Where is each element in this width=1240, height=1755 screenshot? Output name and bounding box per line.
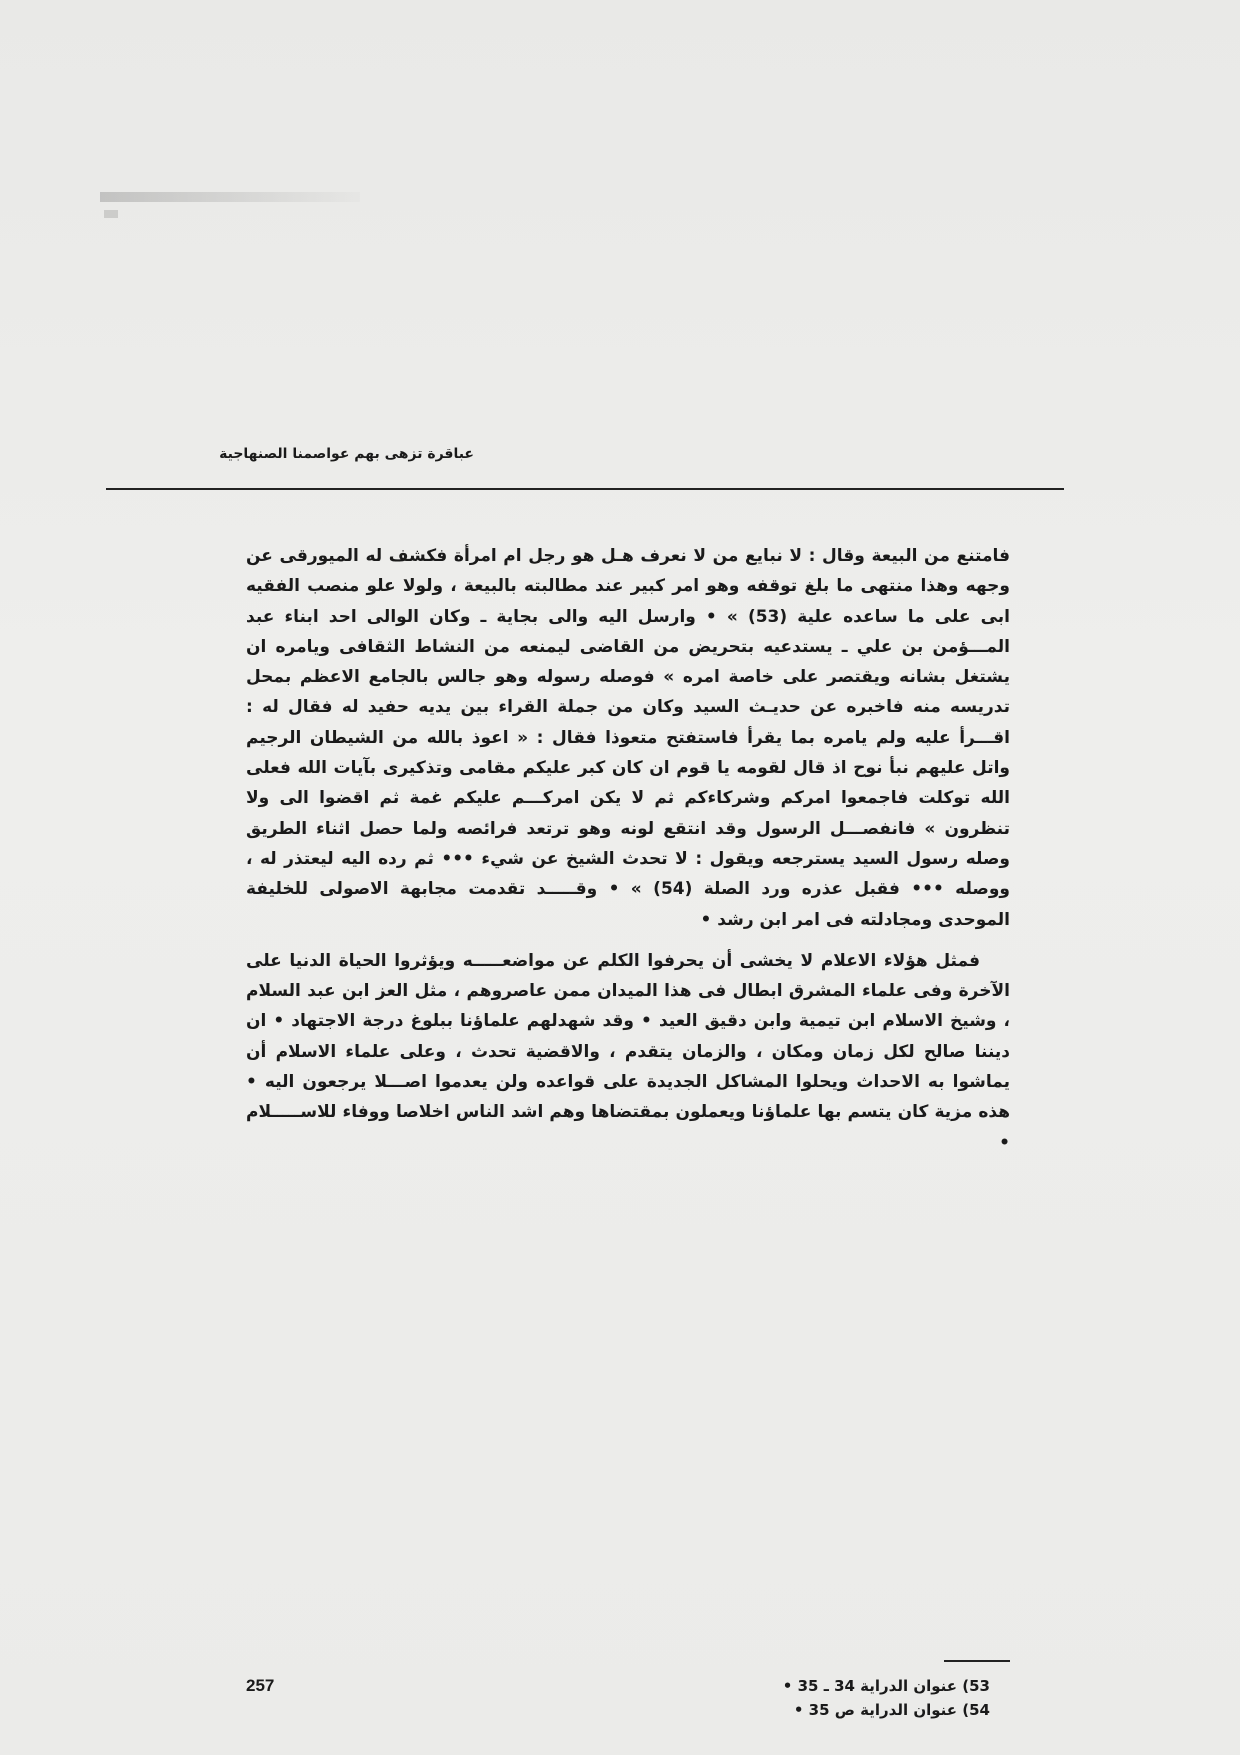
scan-artifact-small: [104, 210, 118, 218]
main-text-block: [246, 541, 1010, 1158]
running-header-title: عباقرة تزهى بهم عواصمنا الصنهاجية: [219, 446, 474, 462]
header-rule: [106, 488, 1064, 490]
scan-artifact: [100, 192, 360, 202]
footnote-rule: [944, 1660, 1010, 1662]
footnote-54: 54) عنوان الدراية ص 35 •: [793, 1701, 990, 1719]
paragraph-2: فمثل هؤلاء الاعلام لا يخشى أن يحرفوا الكلم عن مواضعـــــه ويؤثروا الحياة الدنيا على الآخرة وفى علماء المشرق ابطال فى هذا الميدان ممن عاصروهم ، مثل العز ابن عبد السلام ، وشيخ الاسلام ابن تيمية وابن دقيق العيد • وقد شهدلهم علماؤنا ببلوغ درجة الاجتهاد • ان ديننا صالح لكل زمان ومكان ، والزمان يتقدم ، والاقضية تحدث ، وعلى علماء الاسلام أن يماشوا به الاحداث ويحلوا المشاكل الجديدة على قواعده ولن يعدموا اصـــلا يرجعون اليه • هذه مزية كان يتسم بها علماؤنا ويعملون بمقتضاها وهم اشد الناس اخلاصا ووفاء للاســـــلام •: [246, 950, 1010, 1153]
paragraph-1: فامتنع من البيعة وقال : لا نبايع من لا نعرف هـل هو رجل ام امرأة فكشف له الميورقى عن وجهه وهذا منتهى ما بلغ توقفه وهو امر كبير عند مطالبته بالبيعة ، ولولا علو منصب الفقيه ابى على ما ساعده علية (53) » • وارسل اليه والى بجاية ـ وكان الوالى احد ابناء عبد المـــؤمن بن علي ـ يستدعيه بتحريض من القاضى ليمنعه من النشاط الثقافى ويامره ان يشتغل بشانه ويقتصر على خاصة امره » فوصله رسوله وهو جالس بالجامع الاعظم بمحل تدريسه منه فاخبره عن حديـث السيد وكان من جملة القراء بين يديه حفيد له فقال له : اقـــرأ عليه ولم يامره بما يقرأ فاستفتح متعوذا فقال : « اعوذ بالله من الشيطان الرجيم واتل عليهم نبأ نوح اذ قال لقومه يا قوم ان كان كبر عليكم مقامى وتذكيرى بآيات الله فعلى الله توكلت فاجمعوا امركم وشركاءكم ثم لا يكن امركـــم عليكم غمة ثم اقضوا الى ولا تنظرون » فانفصـــل الرسول وقد انتقع لونه وهو ترتعد فرائصه ولما حصل اثناء الطريق وصله رسول السيد يسترجعه ويقول : لا تحدث الشيخ عن شيء ••• ثم رده اليه ليعتذر له ، ووصله ••• فقبل عذره ورد الصلة (54) » • وقـــــد تقدمت مجابهة الاصولى للخليفة الموحدى ومجادلته فى امر ابن رشد •: [246, 546, 1010, 930]
footnote-53: 53) عنوان الدراية 34 ـ 35 •: [782, 1677, 990, 1695]
page-number: 257: [246, 1676, 275, 1695]
footnotes-block: [700, 1674, 990, 1722]
